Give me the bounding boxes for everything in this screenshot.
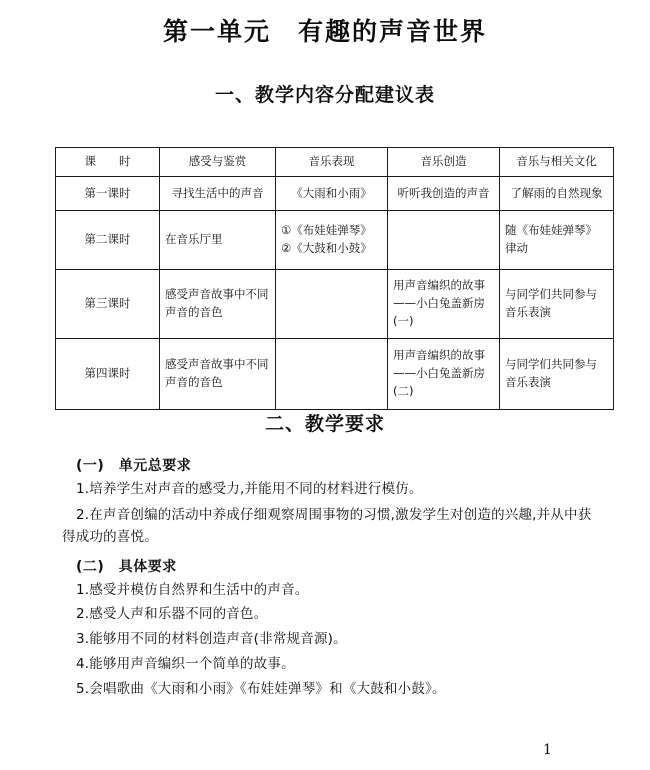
teaching-plan-table <box>55 147 614 410</box>
requirement-item: 1.培养学生对声音的感受力,并能用不同的材料进行模仿。 <box>76 481 423 497</box>
section-heading-teaching-content: 一、教学内容分配建议表 <box>214 84 435 106</box>
cell-lesson: 第二课时 <box>56 211 160 270</box>
table-row <box>56 270 614 339</box>
cell-appreciation: 在音乐厅里 <box>160 211 276 270</box>
cell-creation <box>388 270 500 339</box>
requirement-item: 2.在声音创编的活动中养成仔细观察周围事物的习惯,激发学生对创造的兴趣,并从中获得成功的喜悦。 <box>62 506 592 545</box>
cell-appreciation: 寻找生活中的声音 <box>160 177 276 211</box>
requirement-item: 1.感受并模仿自然界和生活中的声音。 <box>76 581 309 598</box>
page-number: 1 <box>543 742 552 758</box>
table-header-appreciation: 感受与鉴赏 <box>160 148 276 177</box>
teaching-requirements-body <box>62 455 602 704</box>
table-row <box>56 339 614 410</box>
cell-culture: 了解雨的自然现象 <box>500 177 614 211</box>
cell-lesson: 第四课时 <box>56 339 160 410</box>
subheading-unit-general-requirements: (一) 单元总要求 <box>76 458 192 474</box>
cell-expression-line-2: ②《大鼓和小鼓》 <box>281 241 372 255</box>
table-header-culture: 音乐与相关文化 <box>500 148 614 177</box>
cell-lesson: 第一课时 <box>56 177 160 211</box>
cell-expression <box>276 270 388 339</box>
cell-creation-line-1: 用声音编织的故事 <box>393 278 485 293</box>
cell-appreciation: 感受声音故事中不同声音的音色 <box>160 339 276 410</box>
cell-creation-line-2: ——小白兔盖新房 <box>393 296 485 311</box>
cell-culture: 与同学们共同参与音乐表演 <box>500 270 614 339</box>
cell-creation <box>388 211 500 270</box>
requirement-item: 5.会唱歌曲《大雨和小雨》《布娃娃弹琴》和《大鼓和小鼓》。 <box>76 681 446 698</box>
cell-creation-line-3: (一) <box>393 313 414 328</box>
unit-title: 第一单元 有趣的声音世界 <box>162 17 487 46</box>
cell-creation-line-2: ——小白兔盖新房 <box>393 366 485 381</box>
cell-creation: 听听我创造的声音 <box>388 177 500 211</box>
requirement-item: 4.能够用声音编织一个简单的故事。 <box>76 656 295 673</box>
cell-creation-line-3: (二) <box>393 383 414 398</box>
cell-culture: 随《布娃娃弹琴》律动 <box>500 211 614 270</box>
cell-expression-line-1: ①《布娃娃弹琴》 <box>281 223 372 238</box>
cell-creation <box>388 339 500 410</box>
requirement-item: 3.能够用不同的材料创造声音(非常规音源)。 <box>76 631 347 648</box>
table-row <box>56 177 614 211</box>
requirement-item: 2.感受人声和乐器不同的音色。 <box>76 606 268 623</box>
table-header-creation: 音乐创造 <box>388 148 500 177</box>
cell-culture: 与同学们共同参与音乐表演 <box>500 339 614 410</box>
section-heading-teaching-requirements: 二、教学要求 <box>264 413 385 435</box>
table-header-expression: 音乐表现 <box>276 148 388 177</box>
table-header-lesson: 课 时 <box>56 148 160 177</box>
cell-creation-line-1: 用声音编织的故事 <box>393 348 485 363</box>
table-header-row <box>56 148 614 177</box>
cell-appreciation: 感受声音故事中不同声音的音色 <box>160 270 276 339</box>
table-row <box>56 211 614 270</box>
cell-expression <box>276 339 388 410</box>
cell-expression <box>276 211 388 270</box>
subheading-specific-requirements: (二) 具体要求 <box>76 558 177 575</box>
cell-expression: 《大雨和小雨》 <box>276 177 388 211</box>
cell-lesson: 第三课时 <box>56 270 160 339</box>
